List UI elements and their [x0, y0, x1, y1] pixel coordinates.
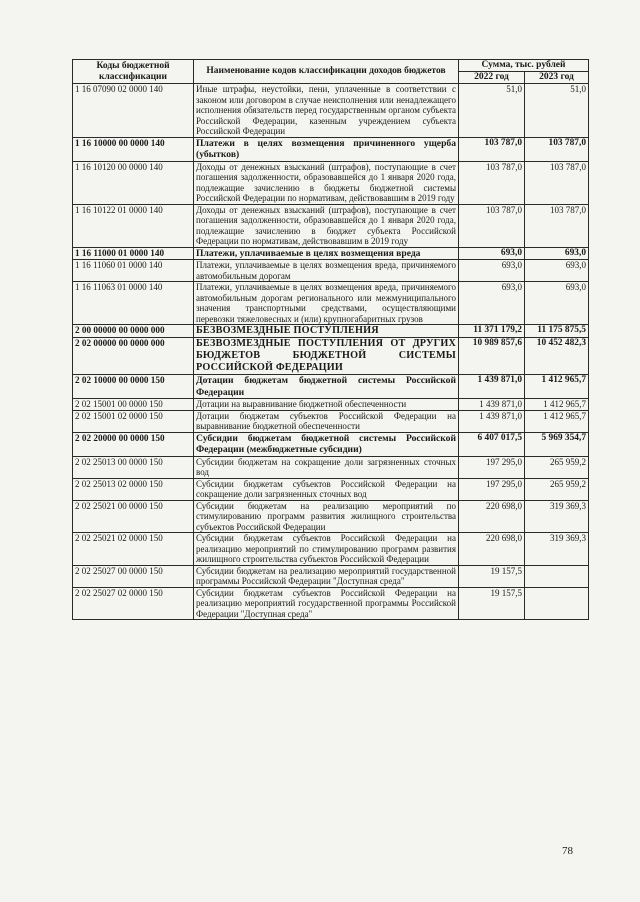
- classification-code: 2 02 15001 00 0000 150: [73, 399, 194, 411]
- classification-code: 1 16 11063 01 0000 140: [73, 282, 194, 325]
- amount-2022: 19 157,5: [459, 587, 525, 620]
- table-row: [73, 478, 589, 500]
- table-row: [73, 500, 589, 533]
- amount-2023: 103 787,0: [525, 137, 589, 161]
- classification-code: 1 16 11000 01 0000 140: [73, 247, 194, 260]
- table-row: [73, 533, 589, 566]
- amount-2022: 220 698,0: [459, 500, 525, 533]
- amount-2023: 693,0: [525, 282, 589, 325]
- table-row: [73, 565, 589, 587]
- classification-code: 2 02 25021 00 0000 150: [73, 500, 194, 533]
- classification-code: 1 16 10000 00 0000 140: [73, 137, 194, 161]
- classification-name: Субсидии бюджетам бюджетной системы Российской Федерации (межбюджетные субсидии): [194, 432, 459, 456]
- classification-name: Субсидии бюджетам субъектов Российской Федерации на сокращение доли загрязненных сточных вод: [194, 478, 459, 500]
- classification-name: Дотации бюджетам субъектов Российской Федерации на выравнивание бюджетной обеспеченности: [194, 410, 459, 432]
- amount-2022: 103 787,0: [459, 204, 525, 247]
- amount-2023: 51,0: [525, 84, 589, 138]
- classification-name: БЕЗВОЗМЕЗДНЫЕ ПОСТУПЛЕНИЯ ОТ ДРУГИХ БЮДЖЕТОВ БЮДЖЕТНОЙ СИСТЕМЫ РОССИЙСКОЙ ФЕДЕРАЦИИ: [194, 338, 459, 375]
- amount-2022: 1 439 871,0: [459, 399, 525, 411]
- classification-name: Субсидии бюджетам на сокращение доли загрязненных сточных вод: [194, 456, 459, 478]
- page-number: 78: [562, 845, 573, 857]
- classification-code: 2 02 25027 00 0000 150: [73, 565, 194, 587]
- amount-2023: 1 412 965,7: [525, 375, 589, 399]
- table-row: [73, 282, 589, 325]
- amount-2023: 1 412 965,7: [525, 399, 589, 411]
- amount-2023: 103 787,0: [525, 161, 589, 204]
- classification-name: Платежи, уплачиваемые в целях возмещения вреда, причиняемого автомобильным дорогам: [194, 260, 459, 282]
- classification-name: Платежи в целях возмещения причиненного ущерба (убытков): [194, 137, 459, 161]
- classification-name: Субсидии бюджетам на реализацию мероприятий по стимулированию программ развития жилищного строительства субъектов Российской Федерации: [194, 500, 459, 533]
- amount-2023: 10 452 482,3: [525, 338, 589, 375]
- budget-table: [72, 59, 589, 620]
- amount-2022: 197 295,0: [459, 456, 525, 478]
- table-header: [73, 60, 589, 84]
- classification-code: 2 02 25027 02 0000 150: [73, 587, 194, 620]
- amount-2022: 11 371 179,2: [459, 325, 525, 338]
- table-row: [73, 587, 589, 620]
- classification-code: 2 02 20000 00 0000 150: [73, 432, 194, 456]
- table-row: [73, 456, 589, 478]
- table-row: [73, 247, 589, 260]
- table-row: [73, 375, 589, 399]
- classification-name: Доходы от денежных взысканий (штрафов), поступающие в счет погашения задолженности, образовавшейся до 1 января 2020 года, подлежащие зачислению в бюджет субъекта Российской Федерации по нормативам, действовавшим в 2019 году: [194, 204, 459, 247]
- amount-2023: 693,0: [525, 247, 589, 260]
- classification-code: 1 16 11060 01 0000 140: [73, 260, 194, 282]
- classification-name: Субсидии бюджетам субъектов Российской Федерации на реализацию мероприятий государственной программы Российской Федерации "Доступная среда": [194, 587, 459, 620]
- table-row: [73, 137, 589, 161]
- classification-code: 2 02 10000 00 0000 150: [73, 375, 194, 399]
- amount-2022: 1 439 871,0: [459, 375, 525, 399]
- classification-code: 2 02 25013 00 0000 150: [73, 456, 194, 478]
- header-year-2022: 2022 год: [459, 72, 525, 84]
- classification-name: Платежи, уплачиваемые в целях возмещения вреда: [194, 247, 459, 260]
- amount-2023: 265 959,2: [525, 456, 589, 478]
- amount-2022: 693,0: [459, 260, 525, 282]
- amount-2023: [525, 587, 589, 620]
- classification-code: 2 02 15001 02 0000 150: [73, 410, 194, 432]
- table-row: [73, 432, 589, 456]
- amount-2022: 693,0: [459, 282, 525, 325]
- classification-name: Дотации на выравнивание бюджетной обеспеченности: [194, 399, 459, 411]
- amount-2023: 319 369,3: [525, 533, 589, 566]
- amount-2023: 265 959,2: [525, 478, 589, 500]
- amount-2022: 51,0: [459, 84, 525, 138]
- classification-code: 2 02 25013 02 0000 150: [73, 478, 194, 500]
- classification-name: Дотации бюджетам бюджетной системы Российской Федерации: [194, 375, 459, 399]
- table-row: [73, 338, 589, 375]
- amount-2022: 1 439 871,0: [459, 410, 525, 432]
- amount-2022: 6 407 017,5: [459, 432, 525, 456]
- table-row: [73, 260, 589, 282]
- table-row: [73, 84, 589, 138]
- table-body: [73, 84, 589, 620]
- amount-2022: 103 787,0: [459, 161, 525, 204]
- classification-name: Субсидии бюджетам на реализацию мероприятий государственной программы Российской Федерации "Доступная среда": [194, 565, 459, 587]
- table-row: [73, 325, 589, 338]
- amount-2022: 197 295,0: [459, 478, 525, 500]
- classification-code: 1 16 10120 00 0000 140: [73, 161, 194, 204]
- classification-name: БЕЗВОЗМЕЗДНЫЕ ПОСТУПЛЕНИЯ: [194, 325, 459, 338]
- amount-2023: 11 175 875,5: [525, 325, 589, 338]
- classification-code: 1 16 07090 02 0000 140: [73, 84, 194, 138]
- header-code: Коды бюджетной классификации: [73, 60, 194, 84]
- amount-2022: 220 698,0: [459, 533, 525, 566]
- classification-code: 2 02 25021 02 0000 150: [73, 533, 194, 566]
- classification-code: 1 16 10122 01 0000 140: [73, 204, 194, 247]
- header-name: Наименование кодов классификации доходов бюджетов: [194, 60, 459, 84]
- amount-2022: 693,0: [459, 247, 525, 260]
- amount-2022: 103 787,0: [459, 137, 525, 161]
- classification-name: Платежи, уплачиваемые в целях возмещения вреда, причиняемого автомобильным дорогам регионального или межмуниципального значения транспортными средствами, осуществляющими перевозки тяжеловесных и (или) крупногабаритных грузов: [194, 282, 459, 325]
- amount-2023: 103 787,0: [525, 204, 589, 247]
- amount-2022: 10 989 857,6: [459, 338, 525, 375]
- table-row: [73, 161, 589, 204]
- amount-2023: [525, 565, 589, 587]
- amount-2023: 1 412 965,7: [525, 410, 589, 432]
- classification-name: Доходы от денежных взысканий (штрафов), поступающие в счет погашения задолженности, образовавшейся до 1 января 2020 года, подлежащие зачислению в бюджеты бюджетной системы Российской Федерации по нормативам, действовавшим в 2019 году: [194, 161, 459, 204]
- amount-2023: 693,0: [525, 260, 589, 282]
- classification-code: 2 02 00000 00 0000 000: [73, 338, 194, 375]
- table-row: [73, 399, 589, 411]
- classification-name: Субсидии бюджетам субъектов Российской Федерации на реализацию мероприятий по стимулированию программ развития жилищного строительства субъектов Российской Федерации: [194, 533, 459, 566]
- classification-code: 2 00 00000 00 0000 000: [73, 325, 194, 338]
- classification-name: Иные штрафы, неустойки, пени, уплаченные в соответствии с законом или договором в случае неисполнения или ненадлежащего исполнения обязательств перед государственным органом субъекта Российской Федерации, казенным учреждением субъекта Российской Федерации: [194, 84, 459, 138]
- amount-2023: 319 369,3: [525, 500, 589, 533]
- table-row: [73, 204, 589, 247]
- amount-2022: 19 157,5: [459, 565, 525, 587]
- amount-2023: 5 969 354,7: [525, 432, 589, 456]
- table-row: [73, 410, 589, 432]
- header-year-2023: 2023 год: [525, 72, 589, 84]
- header-sum: Сумма, тыс. рублей: [459, 60, 589, 72]
